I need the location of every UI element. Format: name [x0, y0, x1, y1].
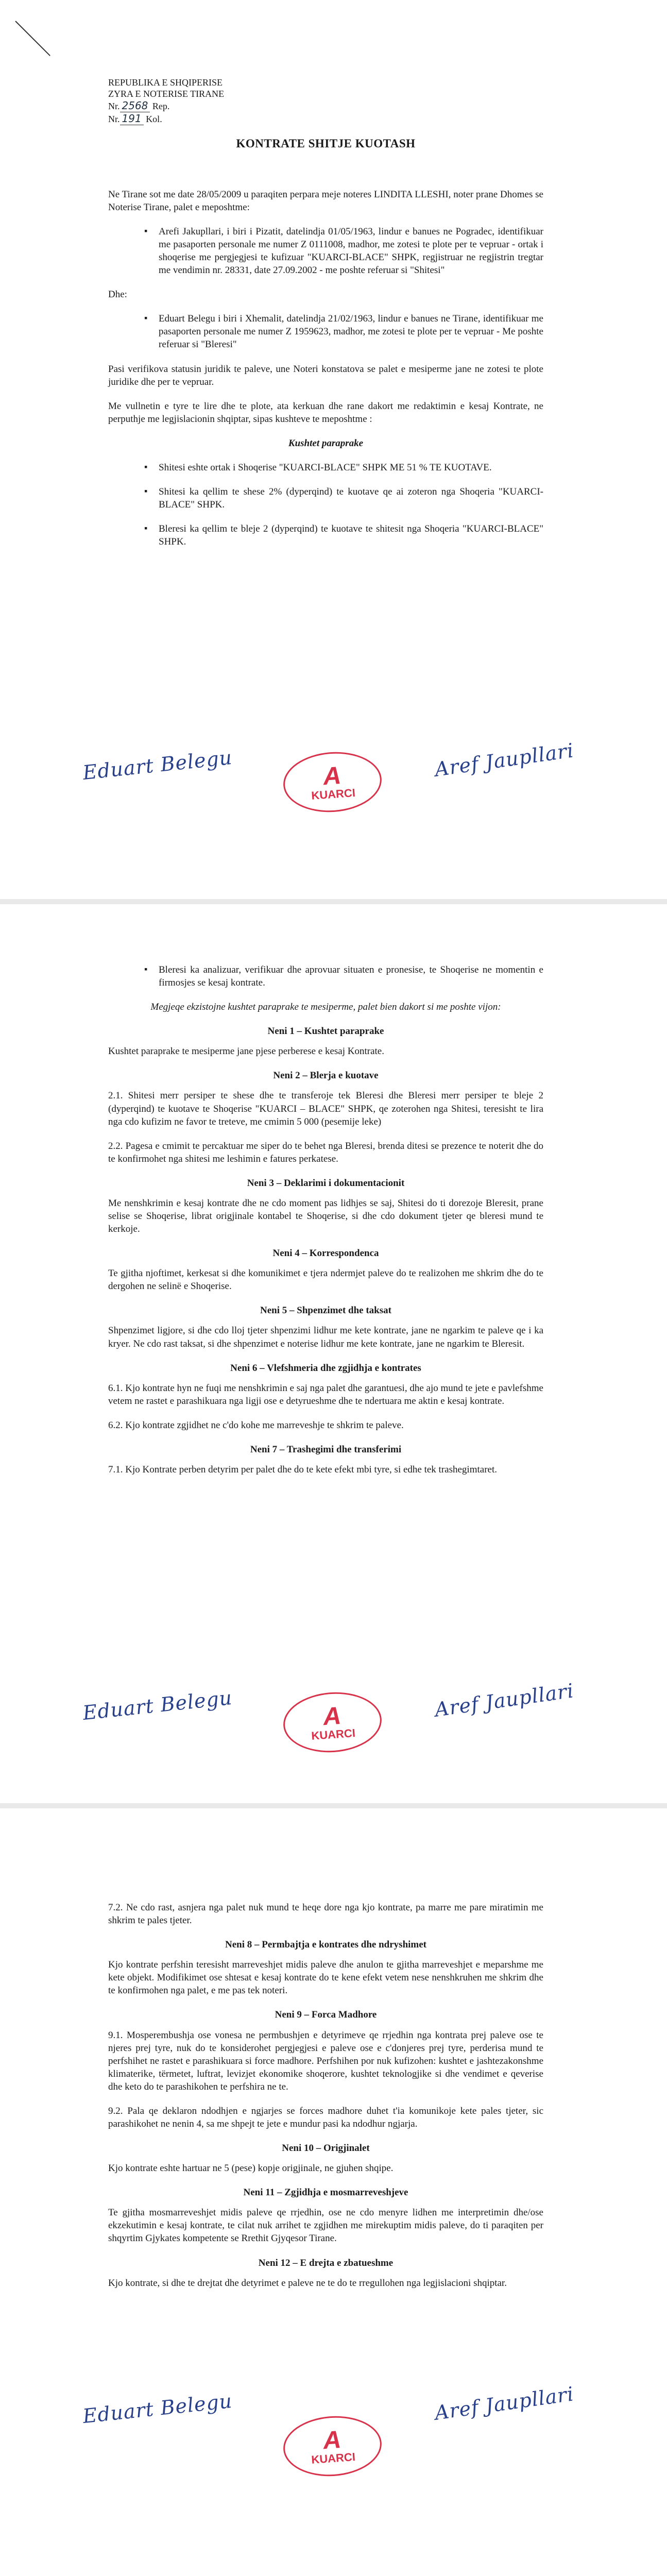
buyer-party: ▪ Eduart Belegu i biri i Xhemalit, datelindja 21/02/1963, lindur e banues ne Tirane, identifikuar me pasaporten personale me numer Z 1959623, madhor, me zotesi te plote per te vepruar - Me poshte referuar si "Bleresi": [144, 312, 543, 351]
article-7-2: 7.2. Ne cdo rast, asnjera nga palet nuk mund te heqe dore nga kjo kontrate, pa marre me pare miratimin me shkrim te pales tjeter.: [108, 1902, 543, 1926]
condition-4: ▪ Bleresi ka analizuar, verifikuar dhe aprovuar situaten e pronesise, te Shoqerise ne momentin e firmosjes se kesaj kontrate.: [144, 963, 543, 989]
article-5-text: Shpenzimet ligjore, si dhe cdo lloj tjeter shpenzimi lidhur me kete kontrate, jane ne ngarkim te paleve qe i ka kryer. Ne cdo rast taksat, si dhe shpenzimet e noterise lidhur me kete kontrate, jane ne ngarkim te Bleresit.: [108, 1325, 543, 1349]
company-stamp: A KUARCI: [281, 1689, 384, 1755]
article-8-text: Kjo kontrate perfshin teresisht marreveshjet midis paleve dhe anulon te gjitha marreveshjet e meparshme me kete objekt. Modifikimet ose shtesat e kesaj kontrate do te kene efekt vetem nese nenshkruhen me shkrim dhe te konfirmohen nga palet, e me pas tek noteri.: [108, 1959, 543, 1996]
header-kol-number: Nr. 191 Kol.: [108, 112, 162, 125]
conditions-title: Kushtet paraprake: [288, 437, 364, 449]
article-4-title: Neni 4 – Korrespondenca: [272, 1248, 379, 1259]
seller-party: ▪ Arefi Jakupllari, i biri i Pizatit, datelindja 01/05/1963, lindur e banues ne Pogradec, identifikuar me pasaporten personale me numer Z 0111008, madhor, me zotesi te plote per te vepruar - ortak i shoqerise me pergjegjesi te kufizuar "KUARCI-BLACE" SHPK, regjistruar ne regjistrin tregtar me vendimin nr. 28331, date 27.09.2002 - me poshte referuar si "Shitesi": [144, 225, 543, 277]
and-label: Dhe:: [108, 289, 127, 300]
seller-signature: Aref Jaupllari: [433, 1679, 575, 1721]
company-stamp: A KUARCI: [281, 2413, 384, 2479]
seller-signature: Aref Jaupllari: [433, 739, 575, 781]
article-3-text: Me nenshkrimin e kesaj kontrate dhe ne cdo moment pas lidhjes se saj, Shitesi do ti dorezoje Bleresit, prane selise se Shoqerise, librat origjinale kontabel te Shoqerise, si dhe cdo dokument tjeter qe bleresi mund te kerkoje.: [108, 1197, 543, 1235]
article-12-title: Neni 12 – E drejta e zbatueshme: [258, 2257, 394, 2268]
signature-row: [81, 1679, 575, 1765]
article-1-text: Kushtet paraprake te mesiperme jane pjese perberese e kesaj Kontrate.: [108, 1046, 384, 1057]
article-4-text: Te gjitha njoftimet, kerkesat si dhe komunikimet e tjera ndermjet paleve do te realizohen me shkrim dhe do te dergohen ne selinë e Shoqerise.: [108, 1268, 543, 1292]
header-rep-number: Nr. 2568 Rep.: [108, 99, 170, 112]
article-8-title: Neni 8 – Permbajtja e kontrates dhe ndryshimet: [225, 1939, 427, 1951]
article-9-2: 9.2. Pala qe deklaron ndodhjen e ngjarjes se forces madhore duhet t'ia komunikoje kete pales tjeter, sic parashikohet ne nenin 4, sa me shpejt te jete e mundur pasi ka ndodhur ngjarja.: [108, 2105, 543, 2130]
buyer-signature: Eduart Belegu: [81, 745, 234, 785]
article-11-text: Te gjitha mosmarreveshjet midis paleve qe rrjedhin, ose ne cdo menyre lidhen me interpretimin dhe/ose ekzekutimin e kesaj kontrate, te cilat nuk arrihet te zgjidhen me mirekuptim midis paleve, do ti paraqiten per shqyrtim Gjykates kompetente se Rrethit Gjyqesor Tirane.: [108, 2207, 543, 2244]
buyer-signature: Eduart Belegu: [81, 1686, 234, 1725]
article-10-title: Neni 10 – Origjinalet: [282, 2143, 370, 2154]
seller-signature: Aref Jaupllari: [433, 2382, 575, 2425]
agreement-statement: Megjeqe ekzistojne kushtet paraprake te mesiperme, palet bien dakort si me poshte vijon:: [150, 1002, 501, 1013]
article-2-1: 2.1. Shitesi merr persiper te shese dhe te transferoje tek Bleresi dhe Bleresi merr persiper te bleje 2 (dyperqind) te kuotave te Shoqerise "KUARCI – BLACE" SHPK, qe zoterohen nga Shitesi, teresisht te lira nga cdo kufizim ne favor te treteve, me cmimin 5 000 (pesemije leke): [108, 1090, 543, 1127]
article-1-title: Neni 1 – Kushtet paraprake: [267, 1026, 384, 1037]
contract-page-1: [0, 0, 667, 899]
article-2-2: 2.2. Pagesa e cmimit te percaktuar me siper do te behet nga Bleresi, brenda ditesi se prezence te noterit dhe do te konfirmohet nga shitesi me leshimin e fatures perkatese.: [108, 1140, 543, 1164]
header-notary-office: ZYRA E NOTERISE TIRANE: [108, 88, 225, 99]
article-6-1: 6.1. Kjo kontrate hyn ne fuqi me nenshkrimin e saj nga palet dhe garantuesi, dhe ajo mund te jete e pavlefshme vetem ne rastet e parashikuara nga ligji ose e detyrueshme dhe te ndertuara me aktin e kesaj kontrate.: [108, 1382, 543, 1406]
corner-mark: [15, 21, 50, 56]
article-12-text: Kjo kontrate, si dhe te drejtat dhe detyrimet e paleve ne te do te rregullohen nga legjislacioni shqiptar.: [108, 2277, 507, 2289]
article-7-title: Neni 7 – Trashegimi dhe transferimi: [250, 1444, 402, 1455]
article-9-1: 9.1. Mosperembushja ose vonesa ne permbushjen e detyrimeve qe rrjedhin nga kontrata prej paleve ose te njeres prej tyre, nuk do te konsiderohet pergjegjesi e paleve ose e c'donjeres prej tyre, perderisa mund te perfshihet ne rastet e parashikuara si force madhore. Perfshihen por nuk kufizohen: kushtet e jashtezakonshme klimaterike, tërmetet, luftrat, levizjet ekonomike shoqerore, kushtet teknologjike si dhe vendimet e qeverise dhe keto do te parashikohen te perfshira ne te.: [108, 2029, 543, 2092]
article-9-title: Neni 9 – Forca Madhore: [275, 2009, 377, 2021]
contract-page-2: [0, 904, 667, 1803]
contract-page-3: [0, 1808, 667, 2576]
buyer-signature: Eduart Belegu: [81, 2389, 234, 2428]
intro-paragraph: Ne Tirane sot me date 28/05/2009 u paraqiten perpara meje noteres LINDITA LLESHI, noter prane Dhomes se Noterise Tirane, palet e meposhtme:: [108, 189, 543, 213]
article-6-2: 6.2. Kjo kontrate zgjidhet ne c'do kohe me marreveshje te shkrim te paleve.: [108, 1419, 404, 1431]
article-3-title: Neni 3 – Deklarimi i dokumentacionit: [247, 1177, 405, 1189]
signature-row: [81, 2382, 575, 2468]
header-republic: REPUBLIKA E SHQIPERISE: [108, 77, 223, 88]
article-2-title: Neni 2 – Blerja e kuotave: [273, 1070, 379, 1081]
article-5-title: Neni 5 – Shpenzimet dhe taksat: [260, 1305, 391, 1316]
condition-3: ▪ Bleresi ka qellim te bleje 2 (dyperqind) te kuotave te shitesit nga Shoqeria "KUARCI-BLACE" SHPK.: [144, 522, 543, 548]
consent-paragraph: Me vullnetin e tyre te lire dhe te plote, ata kerkuan dhe rane dakort me redaktimin e kesaj Kontrate, ne perputhje me legjislacionin shqiptar, sipas kushteve te meposhtme :: [108, 400, 543, 425]
company-stamp: A KUARCI: [281, 749, 384, 815]
article-11-title: Neni 11 – Zgjidhja e mosmarreveshjeve: [243, 2187, 408, 2198]
signature-row: [81, 739, 575, 824]
verification-paragraph: Pasi verifikova statusin juridik te paleve, une Noteri konstatova se palet e mesiperme jane ne zotesi te plote juridike dhe per te vepruar.: [108, 363, 543, 387]
document-title: KONTRATE SHITJE KUOTASH: [236, 137, 416, 150]
article-6-title: Neni 6 – Vlefshmeria dhe zgjidhja e kontrates: [230, 1362, 421, 1374]
document-header: [108, 77, 543, 125]
article-7-1: 7.1. Kjo Kontrate perben detyrim per palet dhe do te kete efekt mbi tyre, si edhe tek trashegimtaret.: [108, 1464, 497, 1476]
article-10-text: Kjo kontrate eshte hartuar ne 5 (pese) kopje origjinale, ne gjuhen shqipe.: [108, 2163, 394, 2174]
condition-2: ▪ Shitesi ka qellim te shese 2% (dyperqind) te kuotave qe ai zoteron nga Shoqeria "KUARCI-BLACE" SHPK.: [144, 485, 543, 511]
condition-1: ▪ Shitesi eshte ortak i Shoqerise "KUARCI-BLACE" SHPK ME 51 % TE KUOTAVE.: [144, 461, 543, 474]
